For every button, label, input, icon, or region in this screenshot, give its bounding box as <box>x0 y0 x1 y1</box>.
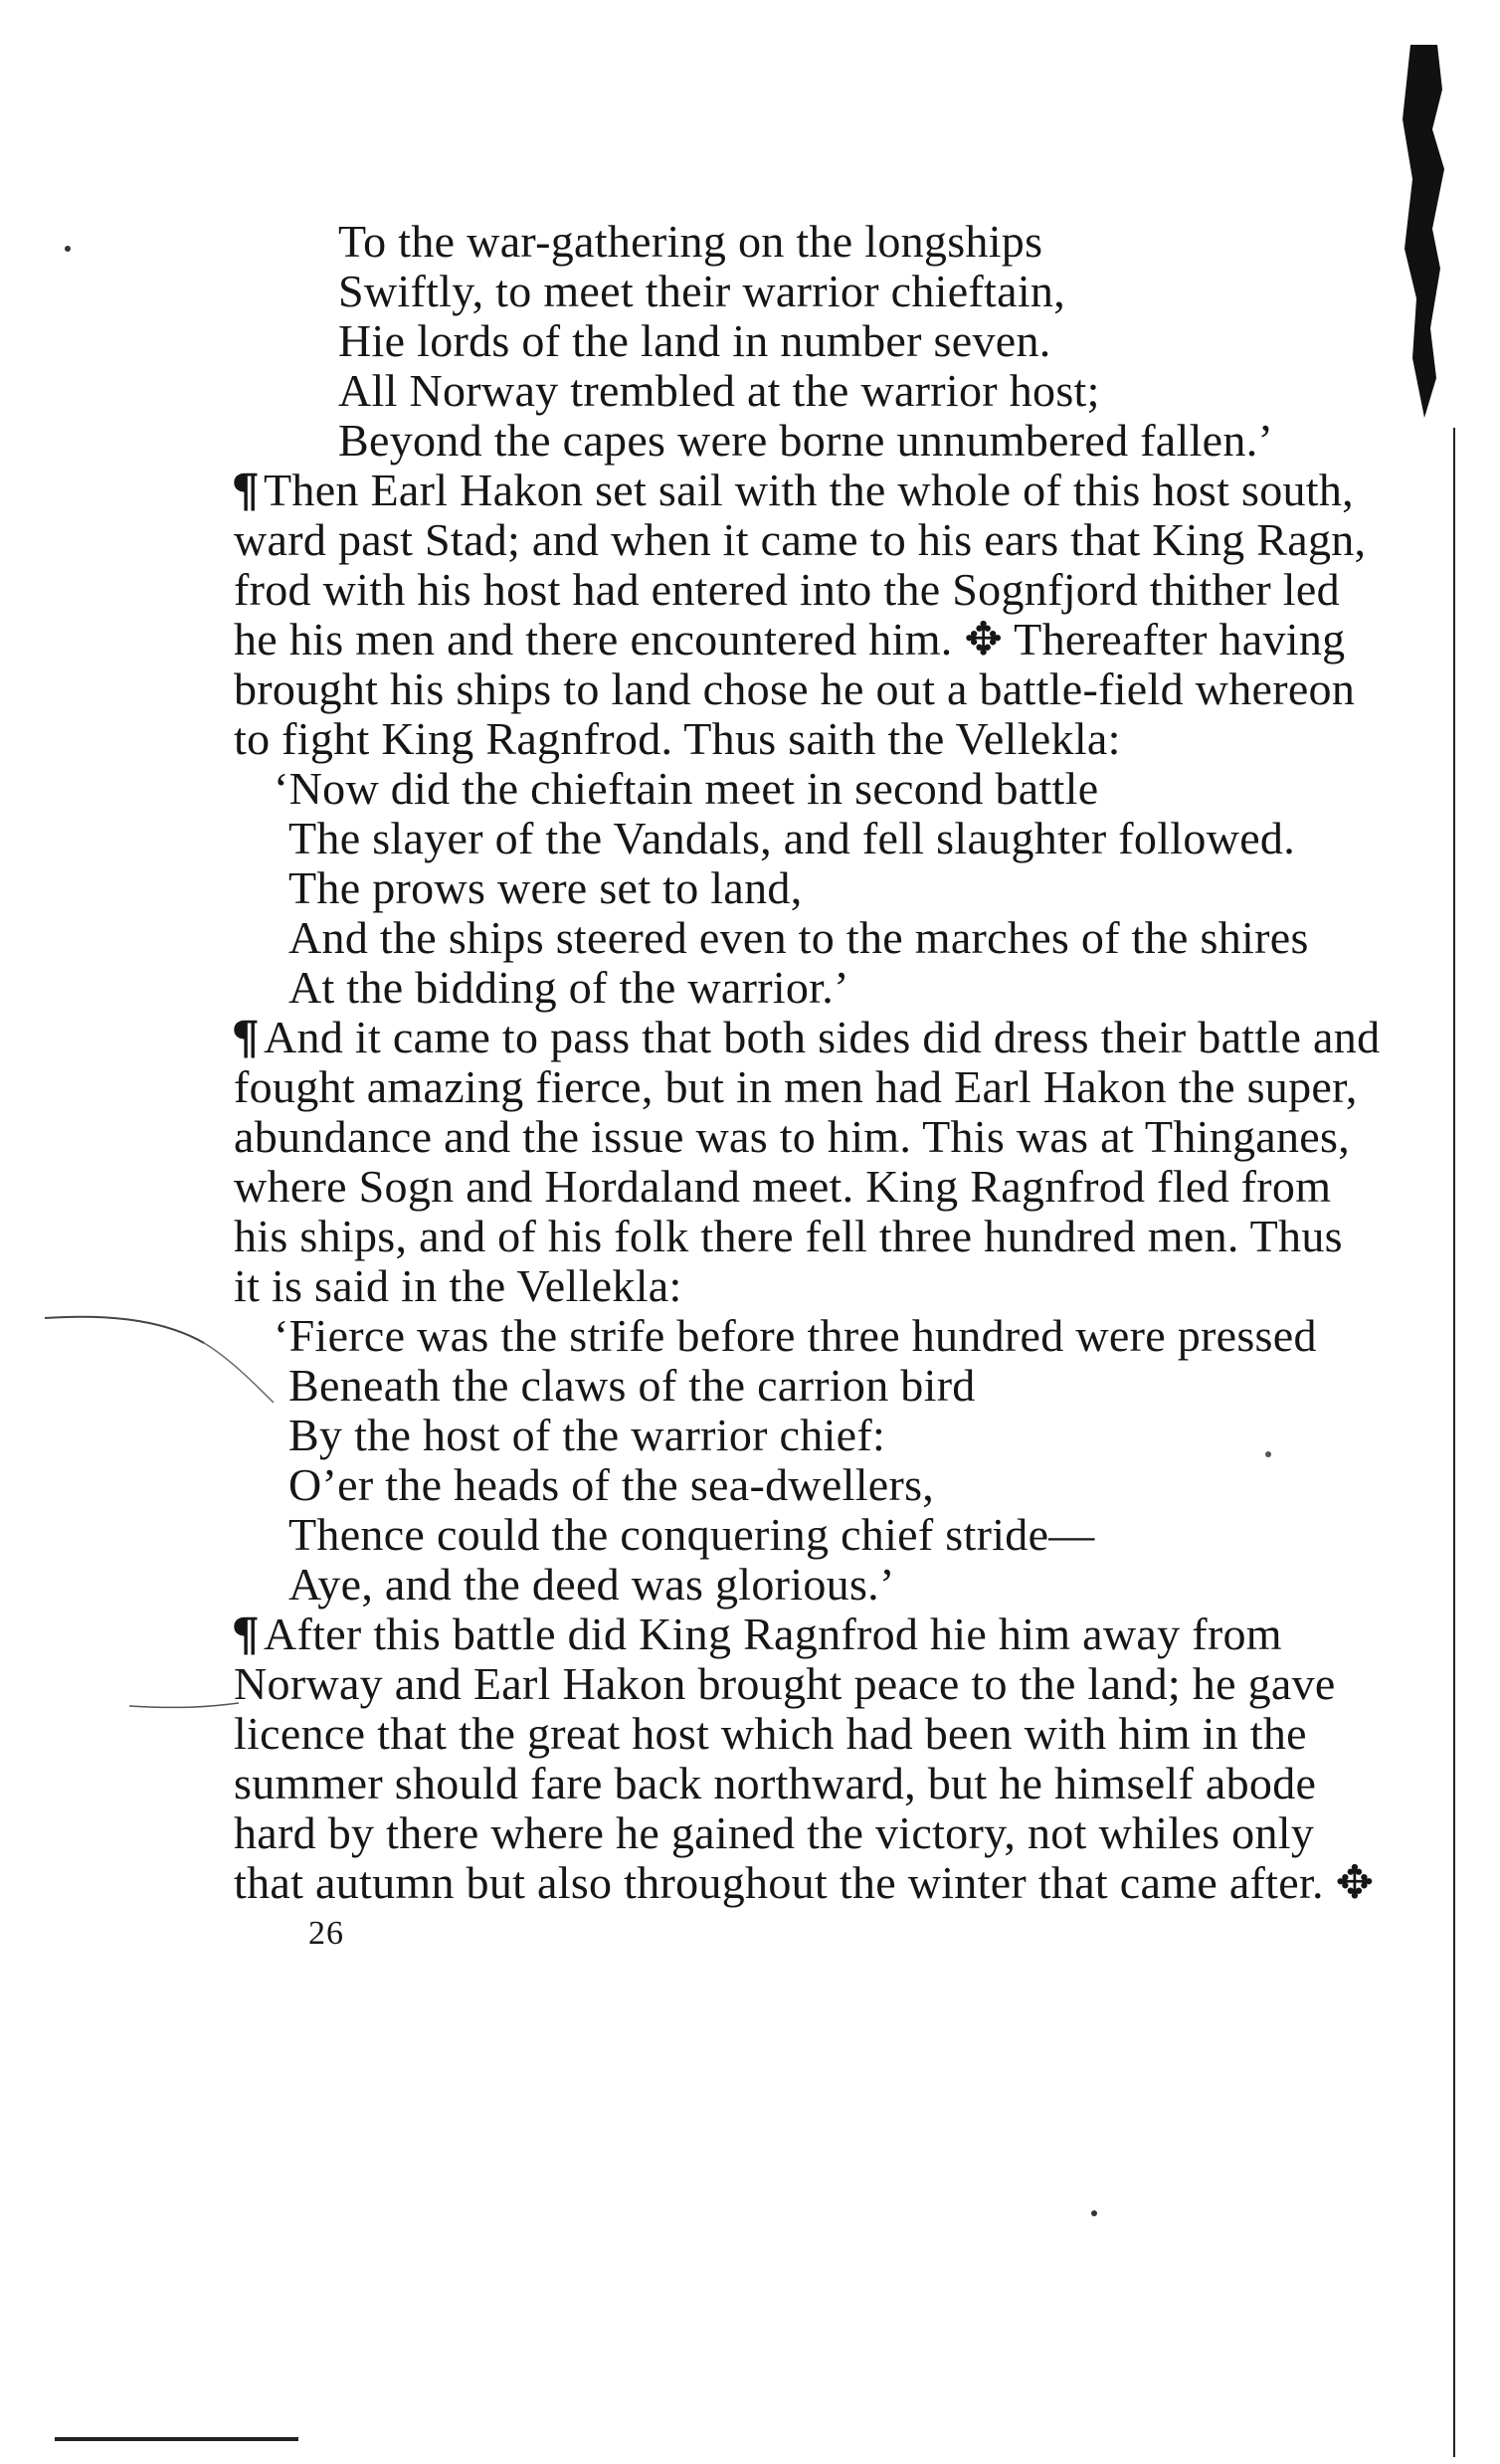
verse-line: Aye, and the deed was glorious.’ <box>288 1559 895 1610</box>
verse-line: And the ships steered even to the marches of the shires <box>288 912 1309 963</box>
prose-line: And it came to pass that both sides did dress their battle and <box>264 1012 1381 1062</box>
prose-line: brought his ships to land chose he out a battle-field whereon <box>234 663 1356 714</box>
prose-line: Norway and Earl Hakon brought peace to the land; he gave <box>234 1658 1336 1709</box>
pilcrow-mark: ¶ <box>231 1011 261 1064</box>
verse-line: Beyond the capes were borne unnumbered fallen.’ <box>338 415 1274 466</box>
speck <box>1265 1451 1271 1457</box>
verse-line: To the war-gathering on the longships <box>338 216 1043 267</box>
pilcrow-mark: ¶ <box>231 464 261 517</box>
prose-line: Then Earl Hakon set sail with the whole of this host south, <box>264 465 1354 515</box>
prose-line: fought amazing fierce, but in men had Earl Hakon the super, <box>234 1061 1358 1112</box>
speck <box>65 246 71 252</box>
prose-line: frod with his host had entered into the Sognfjord thither led <box>234 564 1340 615</box>
prose-line: ward past Stad; and when it came to his ears that King Ragn, <box>234 514 1367 565</box>
prose-line: he his men and there encountered him. ✥ Thereafter having <box>234 614 1346 664</box>
margin-pencil-stroke <box>45 1317 204 1343</box>
verse-line: Hie lords of the land in number seven. <box>338 315 1051 366</box>
binding-shadow <box>1403 45 1444 418</box>
verse-line: At the bidding of the warrior.’ <box>288 962 849 1013</box>
prose-line: that autumn but also throughout the winter that came after. ✥ <box>234 1857 1375 1908</box>
prose-line: hard by there where he gained the victory, not whiles only <box>234 1807 1315 1858</box>
margin-pencil-stroke <box>129 1703 239 1707</box>
prose-line: After this battle did King Ragnfrod hie him away from <box>264 1609 1282 1659</box>
verse-line: Beneath the claws of the carrion bird <box>288 1360 976 1411</box>
verse-line: By the host of the warrior chief: <box>288 1410 886 1460</box>
prose-line: where Sogn and Hordaland meet. King Ragnfrod fled from <box>234 1161 1332 1212</box>
prose-line: it is said in the Vellekla: <box>234 1260 682 1311</box>
prose-line: licence that the great host which had been with him in the <box>234 1708 1307 1759</box>
verse-line: All Norway trembled at the warrior host; <box>338 365 1100 416</box>
pilcrow-mark: ¶ <box>231 1608 261 1661</box>
margin-pencil-stroke <box>204 1343 274 1403</box>
speck <box>1091 2210 1097 2216</box>
verse-line: O’er the heads of the sea-dwellers, <box>288 1459 935 1510</box>
verse-line: The prows were set to land, <box>288 862 803 913</box>
verse-line: ‘Now did the chieftain meet in second battle <box>274 763 1099 814</box>
verse-line: The slayer of the Vandals, and fell slaughter followed. <box>288 813 1296 863</box>
page-number: 26 <box>308 1915 344 1952</box>
verse-line: ‘Fierce was the strife before three hundred were pressed <box>274 1310 1317 1361</box>
prose-line: abundance and the issue was to him. This was at Thinganes, <box>234 1111 1351 1162</box>
verse-line: Swiftly, to meet their warrior chieftain, <box>338 266 1066 316</box>
prose-line: his ships, and of his folk there fell three hundred men. Thus <box>234 1211 1343 1261</box>
prose-line: summer should fare back northward, but he himself abode <box>234 1758 1317 1808</box>
prose-line: to fight King Ragnfrod. Thus saith the Vellekla: <box>234 713 1121 764</box>
verse-line: Thence could the conquering chief stride— <box>288 1509 1095 1560</box>
